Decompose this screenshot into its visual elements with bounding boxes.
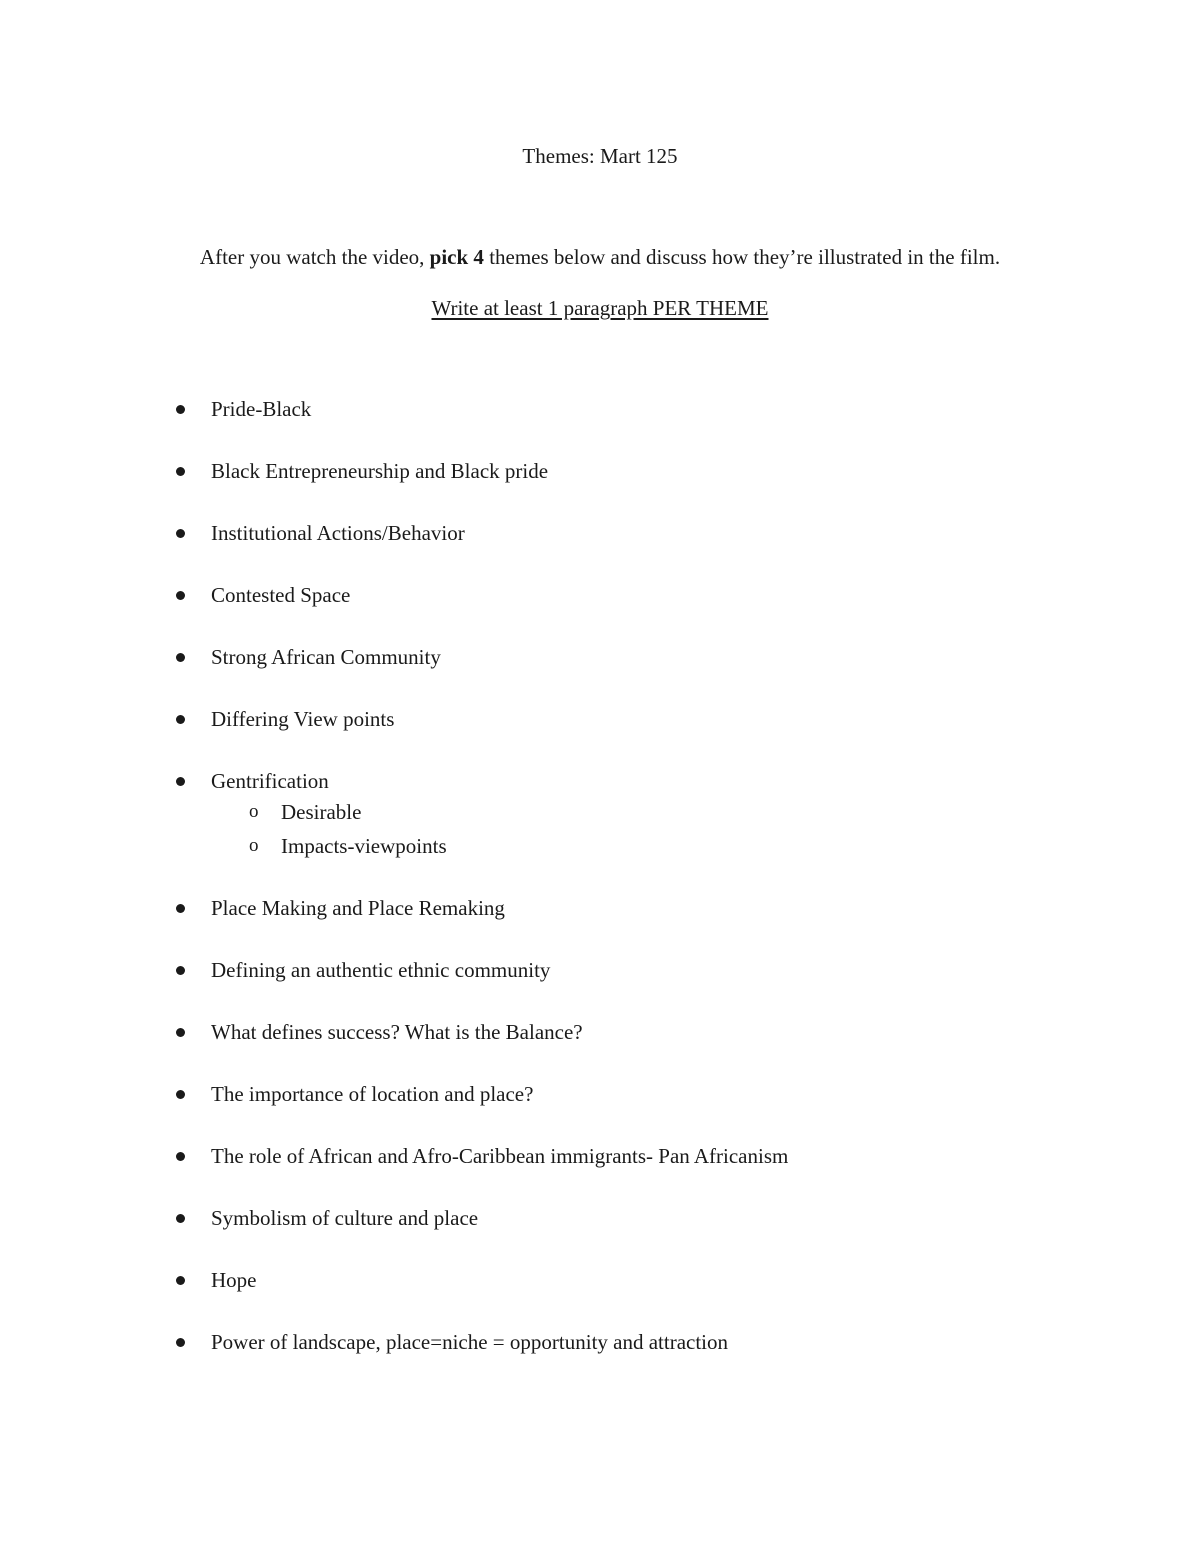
theme-item — [0, 1204, 1200, 1232]
instruction-before: After you watch the video, — [199, 245, 430, 269]
theme-list — [0, 395, 1200, 1390]
theme-label: Institutional Actions/Behavior — [211, 521, 465, 545]
sub-item — [211, 832, 1200, 860]
theme-item — [0, 1080, 1200, 1108]
theme-label: Contested Space — [211, 583, 351, 607]
bullet-icon — [176, 966, 185, 975]
theme-label: What defines success? What is the Balance? — [211, 1020, 583, 1044]
theme-label: Gentrification — [211, 769, 329, 793]
sub-item-label: Impacts-viewpoints — [281, 834, 447, 858]
bullet-icon — [176, 1276, 185, 1285]
circle-bullet-icon: o — [249, 801, 259, 822]
theme-item — [0, 894, 1200, 922]
theme-label: The importance of location and place? — [211, 1082, 534, 1106]
bullet-icon — [176, 1214, 185, 1223]
theme-label: Defining an authentic ethnic community — [211, 958, 551, 982]
theme-item — [0, 956, 1200, 984]
theme-label: Symbolism of culture and place — [211, 1206, 479, 1230]
bullet-icon — [176, 1090, 185, 1099]
theme-label: Power of landscape, place=niche = opportunity and attraction — [211, 1330, 729, 1354]
circle-bullet-icon: o — [249, 835, 259, 856]
theme-label: Black Entrepreneurship and Black pride — [211, 459, 549, 483]
bullet-icon — [176, 1152, 185, 1161]
theme-item — [0, 519, 1200, 547]
theme-label: Differing View points — [211, 707, 395, 731]
theme-item — [0, 1018, 1200, 1046]
theme-item — [0, 395, 1200, 423]
instruction-bold: pick 4 — [429, 245, 484, 269]
bullet-icon — [176, 467, 185, 476]
theme-item — [0, 581, 1200, 609]
theme-label: Hope — [211, 1268, 257, 1292]
bullet-icon — [176, 653, 185, 662]
bullet-icon — [176, 591, 185, 600]
theme-item — [0, 1266, 1200, 1294]
gentrification-sublist — [211, 798, 1200, 860]
theme-item — [0, 705, 1200, 733]
theme-item-gentrification — [0, 767, 1200, 860]
theme-label: Strong African Community — [211, 645, 441, 669]
theme-item — [0, 1142, 1200, 1170]
bullet-icon — [176, 904, 185, 913]
theme-item — [0, 643, 1200, 671]
bullet-icon — [176, 405, 185, 414]
bullet-icon — [176, 715, 185, 724]
theme-item — [0, 457, 1200, 485]
theme-label: The role of African and Afro-Caribbean immigrants- Pan Africanism — [211, 1144, 789, 1168]
bullet-icon — [176, 777, 185, 786]
theme-label: Pride-Black — [211, 397, 312, 421]
theme-label: Place Making and Place Remaking — [211, 896, 505, 920]
sub-item — [211, 798, 1200, 826]
document-title: Themes: Mart 125 — [522, 144, 678, 168]
instruction-text — [0, 243, 1200, 271]
instruction-after: themes below and discuss how they’re illustrated in the film. — [483, 245, 1001, 269]
requirement-text: Write at least 1 paragraph PER THEME — [431, 296, 769, 320]
bullet-icon — [176, 1338, 185, 1347]
bullet-icon — [176, 529, 185, 538]
sub-item-label: Desirable — [281, 800, 362, 824]
bullet-icon — [176, 1028, 185, 1037]
theme-item — [0, 1328, 1200, 1356]
